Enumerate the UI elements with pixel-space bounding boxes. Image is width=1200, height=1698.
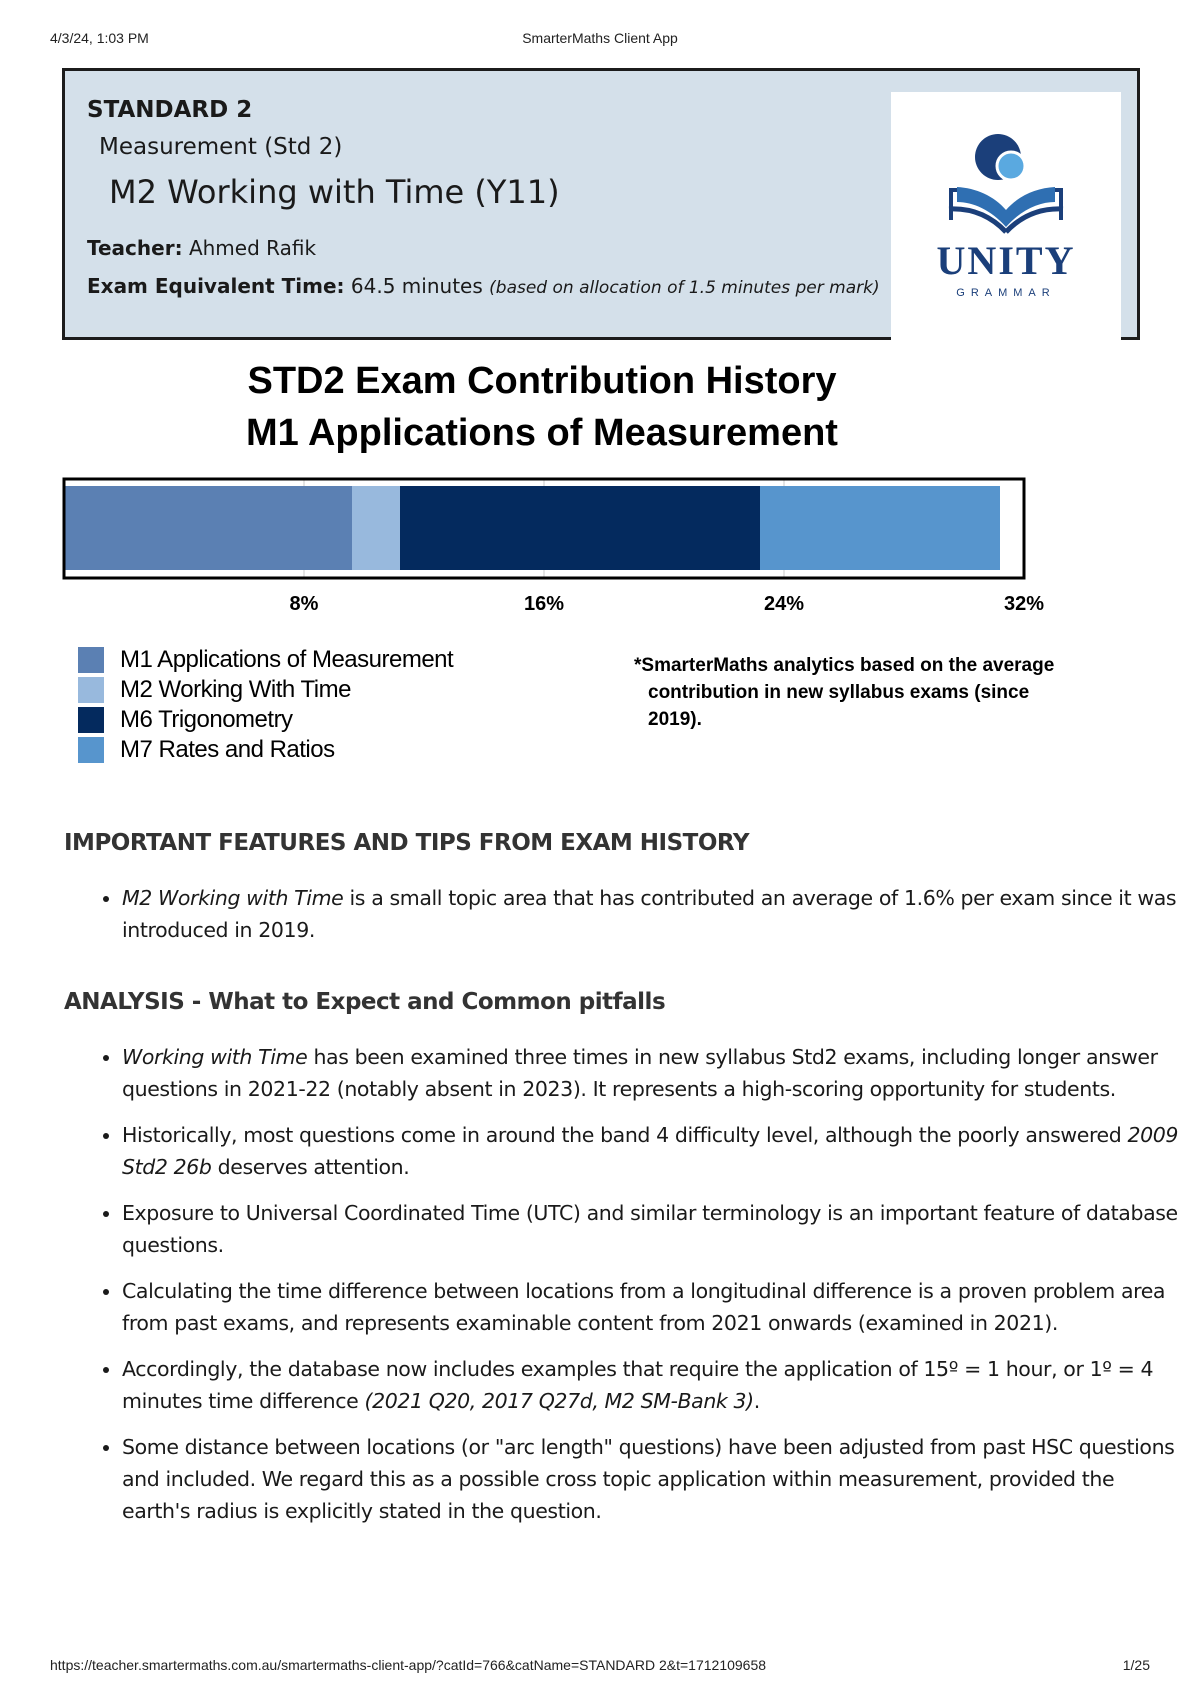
bar-segment [760,486,1000,570]
legend-swatch [78,707,104,733]
list-item: • Working with Time has been examined three times in new syllabus Std2 exams, including longer answer questions in 2021-22 (notably absent in 2023). It represents a high-scoring opportunity for students. [122,1041,1182,1105]
school-logo [891,92,1121,340]
chart-legend [78,645,453,765]
print-timestamp: 4/3/24, 1:03 PM [50,30,149,46]
svg-text:UNITY: UNITY [936,238,1076,283]
legend-swatch [78,737,104,763]
list-item: • Calculating the time difference between locations from a longitudinal difference is a proven problem area from past exams, and represents examinable content from 2021 onwards (examined in 2021). [122,1275,1182,1339]
features-list [96,882,1182,960]
legend-label: M6 Trigonometry [120,706,293,733]
exam-time-line [87,274,880,298]
list-item: • Some distance between locations (or "arc length" questions) have been adjusted from past HSC questions and included. We regard this as a possible cross topic application within measurement, provided the earth's radius is explicitly stated in the question. [122,1431,1182,1527]
svg-text:GRAMMAR: GRAMMAR [956,287,1056,299]
course-name: STANDARD 2 [87,97,253,123]
chart-subtitle: M1 Applications of Measurement [246,412,838,454]
teacher-line [87,236,316,260]
list-item: • Historically, most questions come in around the band 4 difficulty level, although the poorly answered 2009 Std2 26b deserves attention. [122,1119,1182,1183]
analytics-note: *SmarterMaths analytics based on the average contribution in new syllabus exams (since 2019). [634,655,1055,730]
legend-item [78,675,453,705]
unity-grammar-logo-icon [891,92,1121,340]
bar-segment [400,486,760,570]
chart-bars [64,486,1000,570]
print-url: https://teacher.smartermaths.com.au/smartermaths-client-app/?catId=766&catName=STANDARD 2&t=1712109658 [50,1657,767,1673]
contribution-bar-chart [50,470,1050,620]
legend-item [78,735,453,765]
x-tick-label: 32% [1003,593,1045,615]
topic-name: Measurement (Std 2) [99,134,343,160]
list-item: • Exposure to Universal Coordinated Time (UTC) and similar terminology is an important feature of database questions. [122,1197,1182,1261]
x-tick-label: 8% [289,593,319,615]
print-header [0,30,1200,50]
legend-label: M1 Applications of Measurement [120,646,454,673]
x-tick-label: 24% [763,593,805,615]
exam-time-note: (based on allocation of 1.5 minutes per mark) [489,278,880,298]
bar-segment [352,486,400,570]
legend-item [78,645,453,675]
analysis-heading: ANALYSIS - What to Expect and Common pitfalls [64,989,666,1015]
legend-item [78,705,453,735]
chart-ticks [290,593,1045,615]
unit-title: M2 Working with Time (Y11) [109,173,560,211]
list-item: • M2 Working with Time is a small topic area that has contributed an average of 1.6% per exam since it was introduced in 2019. [122,882,1182,946]
x-tick-label: 16% [523,593,565,615]
analysis-list [96,1041,1182,1541]
features-heading: IMPORTANT FEATURES AND TIPS FROM EXAM HISTORY [64,830,750,856]
legend-label: M2 Working With Time [120,676,351,703]
legend-swatch [78,677,104,703]
teacher-name: Ahmed Rafik [188,236,317,260]
list-item: • Accordingly, the database now includes examples that require the application of 15º = 1 hour, or 1º = 4 minutes time difference (2021 Q20, 2017 Q27d, M2 SM-Bank 3). [122,1353,1182,1417]
exam-time-label: Exam Equivalent Time: [87,274,345,298]
bar-segment [64,486,352,570]
print-page-title: SmarterMaths Client App [522,30,678,46]
legend-swatch [78,647,104,673]
topic-header-card [62,68,1140,340]
teacher-label: Teacher: [87,236,183,260]
page-indicator: 1/25 [1122,1657,1150,1673]
exam-time-value: 64.5 minutes [350,274,483,298]
chart-title: STD2 Exam Contribution History [247,360,837,402]
legend-label: M7 Rates and Ratios [120,736,335,763]
